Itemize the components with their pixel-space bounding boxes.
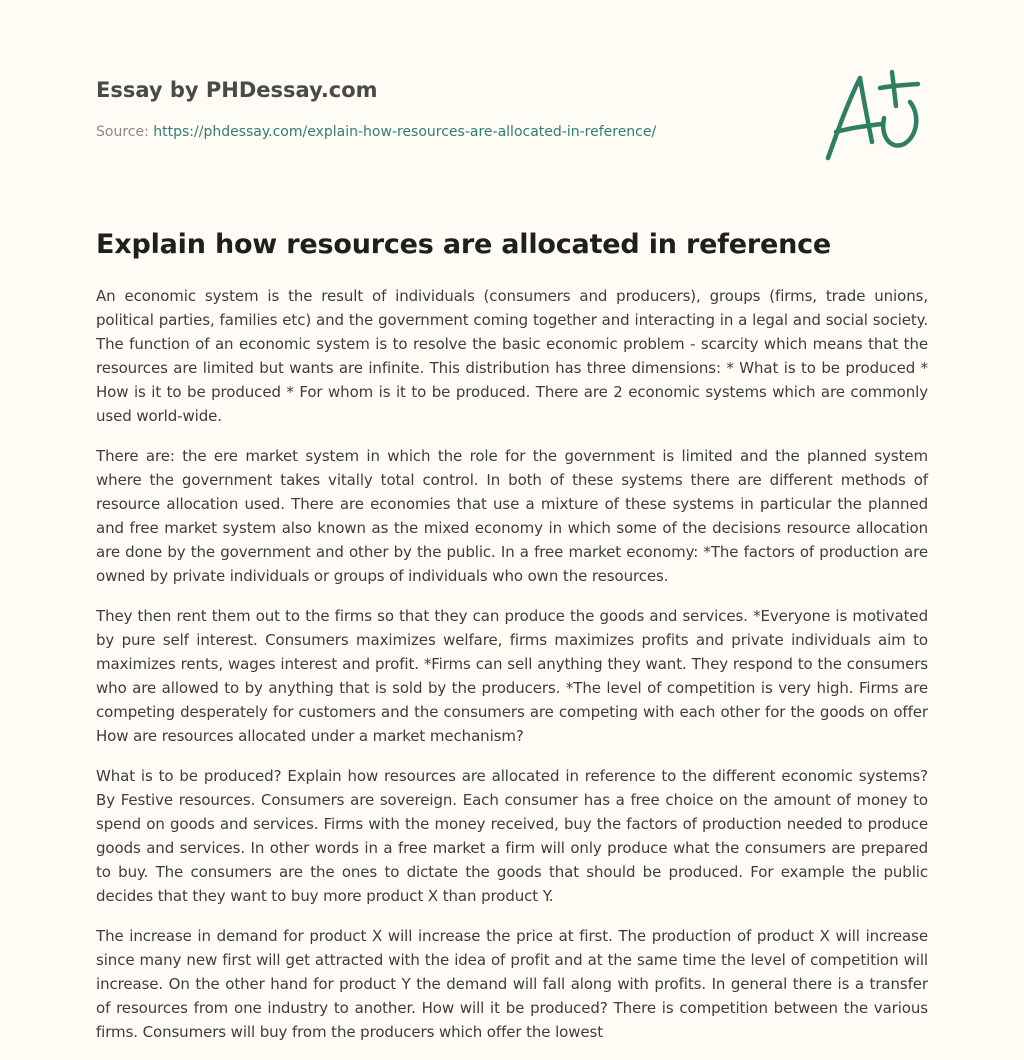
- article-title: Explain how resources are allocated in reference: [96, 229, 832, 260]
- site-brand: Essay by PHDessay.com: [96, 78, 378, 102]
- source-line: [96, 122, 716, 142]
- source-link[interactable]: https://phdessay.com/explain-how-resources-are-allocated-in-reference/: [153, 124, 657, 140]
- essay-header: [96, 76, 716, 142]
- article-body: [96, 284, 928, 1060]
- paragraph: The increase in demand for product X will increase the price at first. The production of product X will increase since many new first will get attracted with the idea of profit and at the same time the level of competition will increase. On the other hand for product Y the demand will fall along with profits. In general there is a transfer of resources from one industry to another. How will it be produced? There is competition between the various firms. Consumers will buy from the producers which offer the lowest: [96, 927, 928, 1041]
- paragraph: What is to be produced? Explain how resources are allocated in reference to the different economic systems? By Festive resources. Consumers are sovereign. Each consumer has a free choice on the amount of money to spend on goods and services. Firms with the money received, buy the factors of production needed to produce goods and services. In other words in a free market a firm will only produce what the consumers are prepared to buy. The consumers are the ones to dictate the goods that should be produced. For example the public decides that they want to buy more product X than product Y.: [96, 767, 928, 905]
- paragraph: There are: the ere market system in which the role for the government is limited and the planned system where the government takes vitally total control. In both of these systems there are different methods of resource allocation used. There are economies that use a mixture of these systems in particular the planned and free market system also known as the mixed economy in which some of the decisions resource allocation are done by the government and other by the public. In a free market economy: *The factors of production are owned by private individuals or groups of individuals who own the resources.: [96, 447, 928, 585]
- paragraph: They then rent them out to the firms so that they can produce the goods and services. *Everyone is motivated by pure self interest. Consumers maximizes welfare, firms maximizes profits and private individuals aim to maximizes rents, wages interest and profit. *Firms can sell anything they want. They respond to the consumers who are allowed to by anything that is sold by the producers. *The level of competition is very high. Firms are competing desperately for customers and the consumers are competing with each other for the goods on offer How are resources allocated under a market mechanism?: [96, 607, 928, 745]
- paragraph: An economic system is the result of individuals (consumers and producers), groups (firms, trade unions, political parties, families etc) and the government coming together and interacting in a legal and social society. The function of an economic system is to resolve the basic economic problem - scarcity which means that the resources are limited but wants are infinite. This distribution has three dimensions: * What is to be produced * How is it to be produced * For whom is it to be produced. There are 2 economic systems which are commonly used world-wide.: [96, 287, 928, 425]
- a-plus-grade-icon: [822, 66, 926, 164]
- source-label: Source:: [96, 124, 154, 140]
